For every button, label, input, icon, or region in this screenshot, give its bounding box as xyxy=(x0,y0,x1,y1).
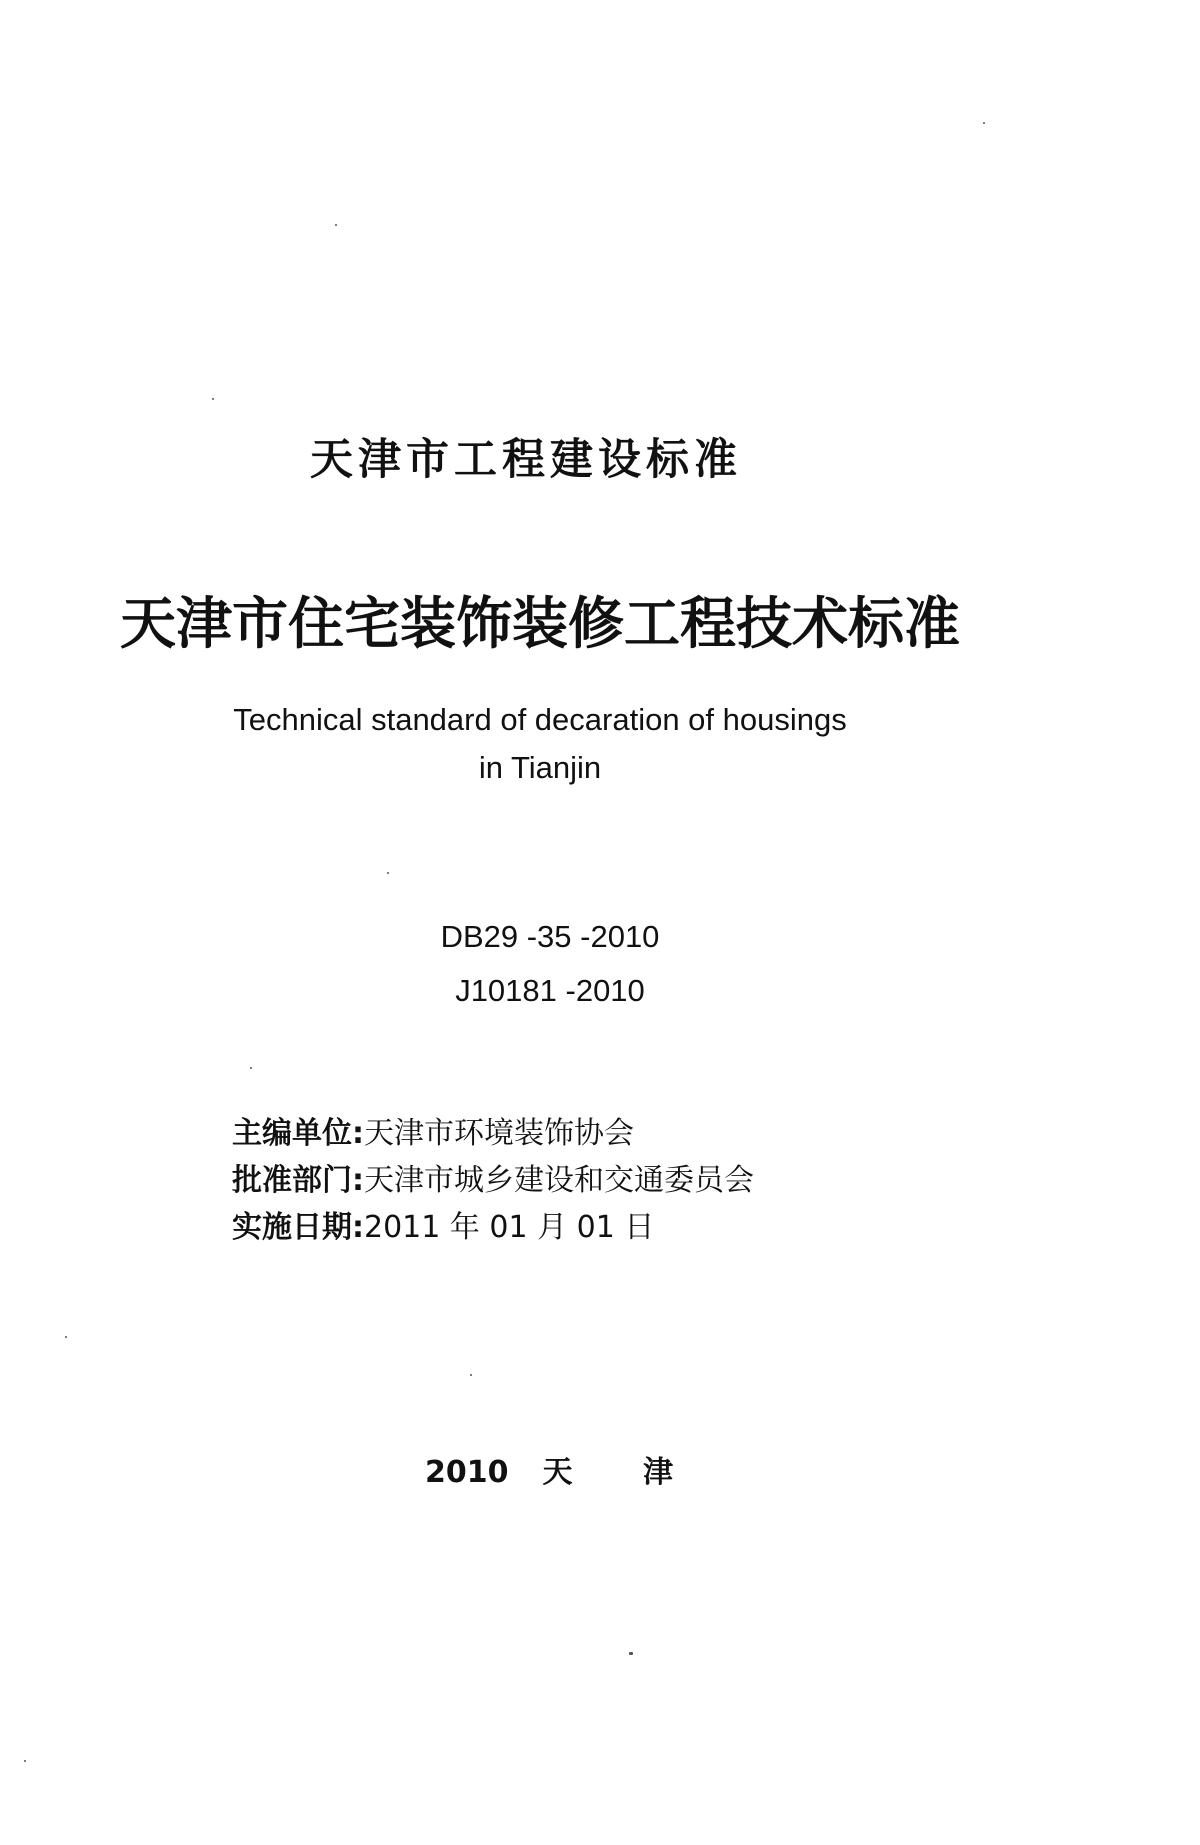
info-value: 2011 年 01 月 01 日 xyxy=(364,1210,655,1245)
info-label: 批准部门: xyxy=(232,1163,364,1198)
info-label: 主编单位: xyxy=(232,1116,364,1151)
record-number: J10181 -2010 xyxy=(455,973,645,1008)
standard-title-en-line2: in Tianjin xyxy=(478,750,602,785)
info-row-effective-date xyxy=(232,1204,754,1251)
standard-title-en xyxy=(200,696,880,792)
info-value: 天津市环境装饰协会 xyxy=(364,1116,634,1151)
scan-speck xyxy=(629,1652,633,1655)
standard-series-label: 天津市工程建设标准 xyxy=(310,435,742,485)
info-value: 天津市城乡建设和交通委员会 xyxy=(364,1163,754,1198)
publication-info xyxy=(232,1110,754,1251)
scan-speck xyxy=(387,872,389,874)
scan-speck xyxy=(65,1336,67,1338)
standard-number: DB29 -35 -2010 xyxy=(440,919,660,954)
scan-speck xyxy=(250,1067,252,1069)
standard-title-zh: 天津市住宅装饰装修工程技术标准 xyxy=(120,591,960,657)
scan-speck xyxy=(470,1374,472,1376)
scan-speck xyxy=(983,122,985,124)
info-row-editor xyxy=(232,1110,754,1157)
publication-year: 2010 xyxy=(425,1455,509,1490)
info-label: 实施日期: xyxy=(232,1210,364,1245)
standard-title-en-line1: Technical standard of decaration of housings xyxy=(233,702,847,737)
publication-city: 天 津 xyxy=(542,1455,703,1490)
standard-codes xyxy=(380,910,720,1018)
scan-speck xyxy=(212,398,214,400)
publication-footer xyxy=(425,1447,703,1491)
info-row-approver xyxy=(232,1157,754,1204)
scan-speck xyxy=(335,224,337,226)
scan-speck xyxy=(24,1760,26,1762)
